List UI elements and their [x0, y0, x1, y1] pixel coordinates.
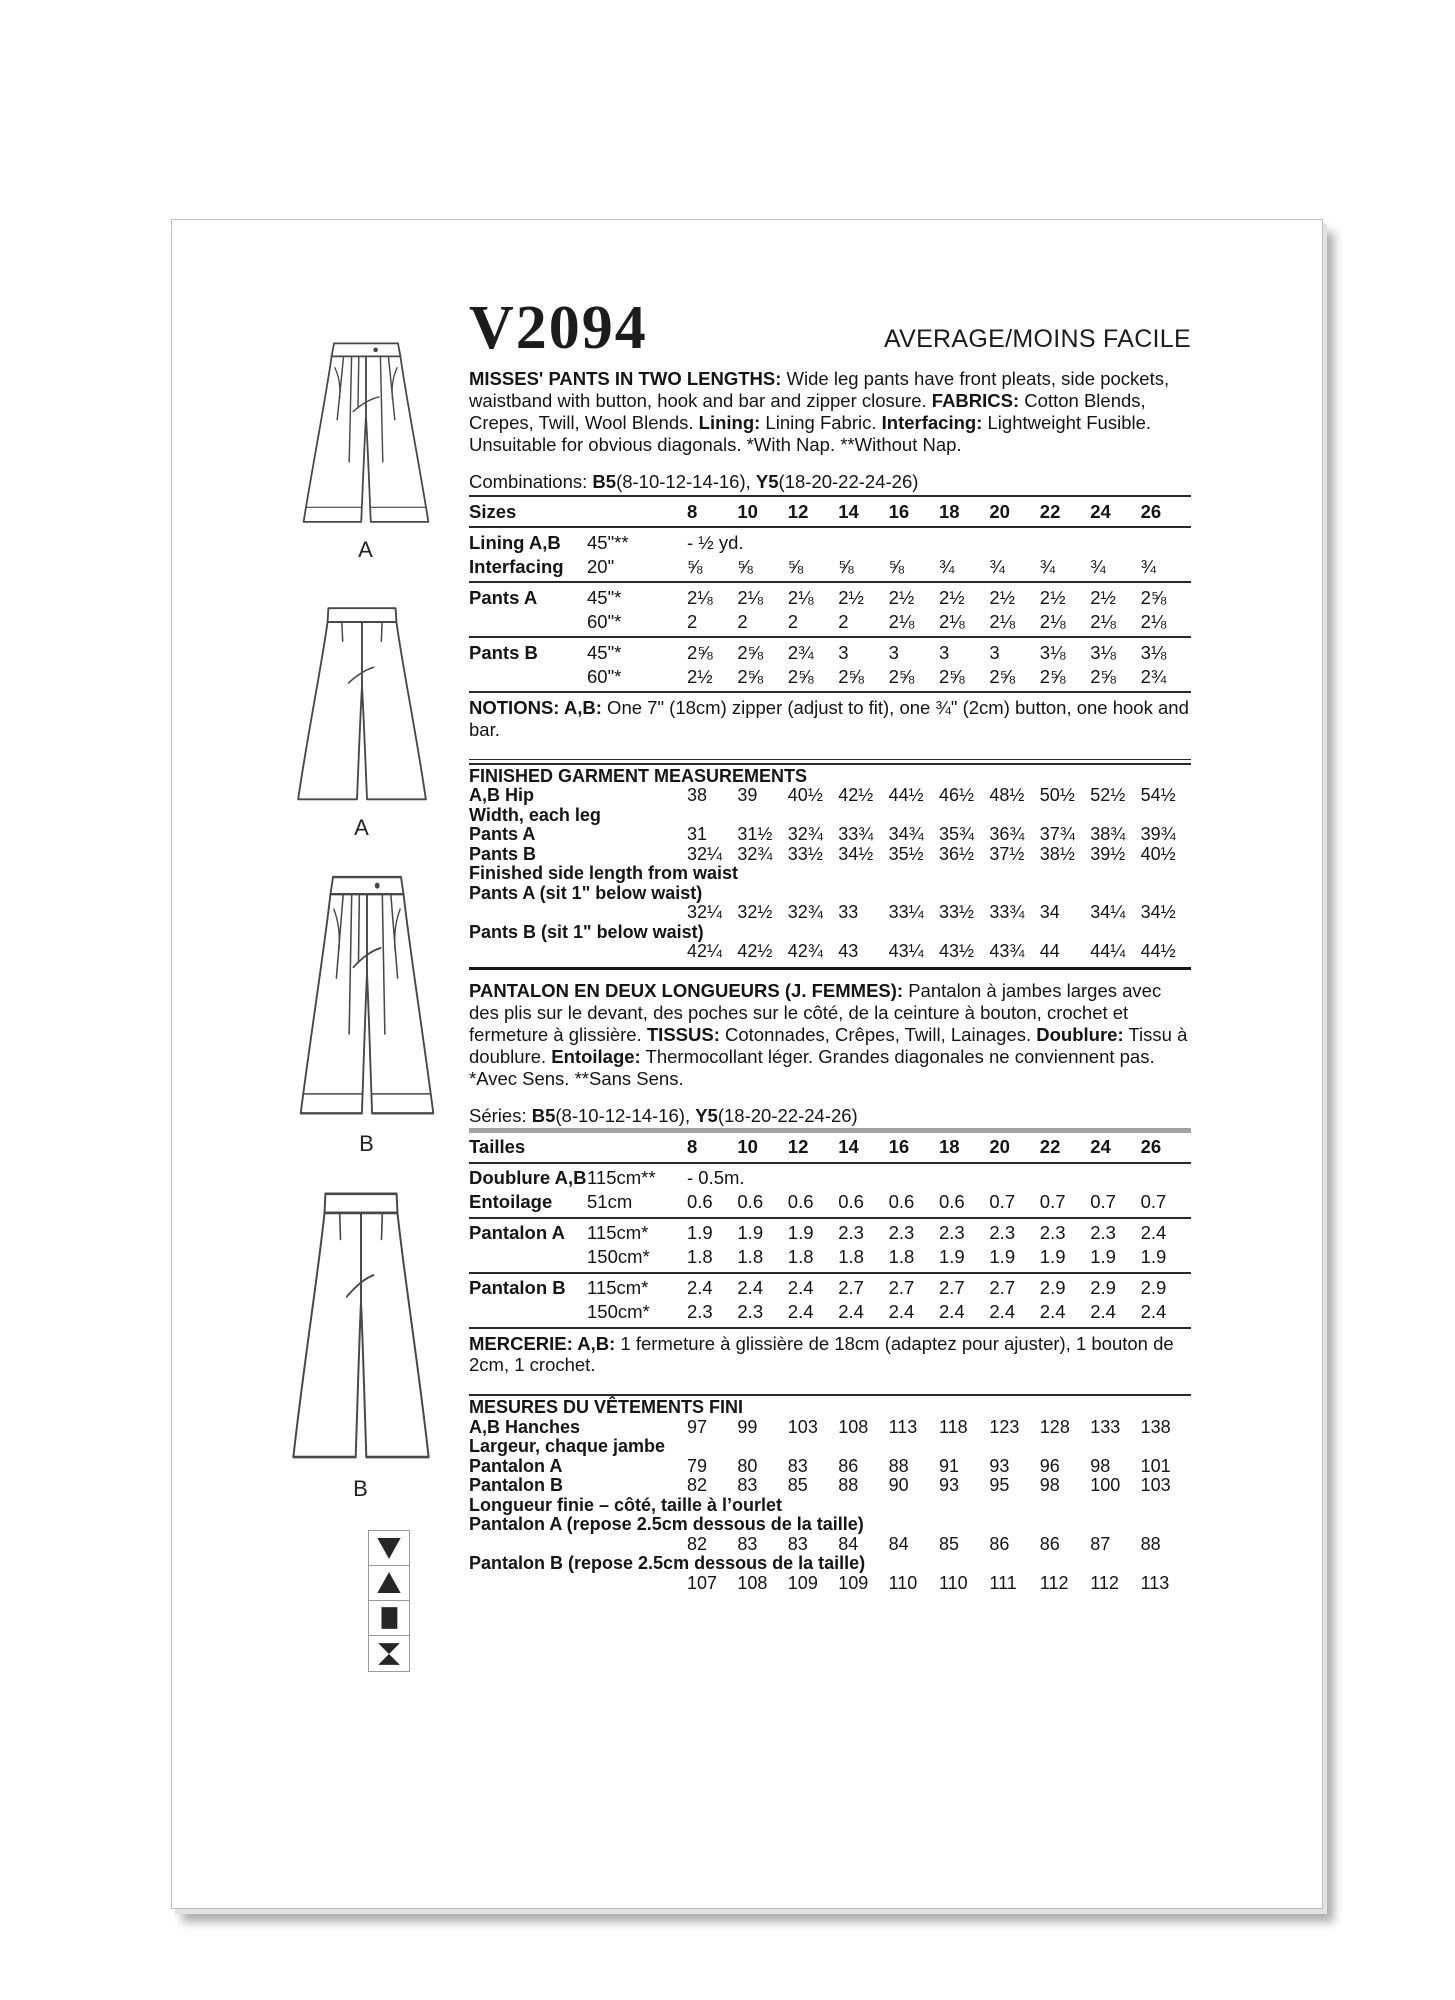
table-cell: 90	[888, 1475, 909, 1495]
table-cell: 42¼	[687, 941, 723, 961]
divider	[469, 1217, 1191, 1219]
table-cell: 2.4	[687, 1277, 713, 1298]
table-cell: 18	[939, 500, 960, 522]
table-cell: 37½	[989, 843, 1025, 864]
table-cell: 2⅛	[1140, 610, 1167, 632]
table-cell: 109	[838, 1572, 869, 1593]
table-cell: 26	[1140, 500, 1162, 522]
divider	[469, 495, 1191, 497]
cutting-layout-symbol-legend	[368, 1530, 410, 1672]
description-french: PANTALON EN DEUX LONGUEURS (J. FEMMES): Pantalon à jambes larges avec des plis sur le devant, des poches sur le côté, de la ceinture à bouton, crochet et fermeture à glissière. TISSUS: Cotonnades, Crêpes, Twill, Lainages. Doublure: Tissu à doublure. Entoilage: Thermocollant léger. Grandes diagonales ne conviennent pas. *Avec Sens. **Sans Sens.	[469, 979, 1188, 1089]
table-cell: 1.9	[1039, 1246, 1066, 1267]
table-cell: ¾	[939, 555, 955, 577]
hourglass-icon	[369, 1636, 409, 1671]
table-cell: 2⅝	[939, 665, 965, 687]
yardage-row-doublure: Doublure A,B 115cm** - 0.5m.	[469, 1167, 745, 1188]
table-cell: 32¾	[737, 843, 773, 864]
table-cell: 2¾	[1140, 665, 1167, 687]
table-cell: 2.7	[989, 1277, 1016, 1298]
table-cell: 3	[989, 641, 1000, 663]
pattern-envelope-back	[171, 219, 1323, 1909]
measurement-subheading: Pants A (sit 1" below waist)	[469, 882, 703, 903]
table-cell: 2.3	[838, 1222, 864, 1243]
table-cell: 2.4	[787, 1301, 814, 1322]
table-cell: 37¾	[1039, 824, 1075, 844]
table-cell: 52½	[1090, 785, 1126, 805]
table-cell: 43	[838, 941, 859, 961]
table-cell: 2.3	[939, 1222, 965, 1243]
divider	[469, 581, 1191, 583]
description-english: MISSES' PANTS IN TWO LENGTHS: Wide leg pants have front pleats, side pockets, waistband with button, hook and bar and zipper closure. FABRICS: Cotton Blends, Crepes, Twill, Wool Blends. Lining: Lining Fabric. Interfacing: Lightweight Fusible. Unsuitable for obvious diagonals. *With Nap. **Without Nap.	[469, 368, 1170, 455]
table-cell: 12	[787, 1136, 809, 1157]
measurement-subheading: Finished side length from waist	[469, 863, 739, 883]
table-cell: 33½	[939, 902, 975, 922]
yardage-row-pants-a-45: Pants A 45"* 2⅛ 2⅛ 2⅛ 2½ 2½ 2½ 2½ 2½ 2½ 2⅝	[469, 585, 1191, 609]
table-cell: 32½	[737, 902, 773, 922]
pants-b-front-illustration	[282, 862, 452, 1156]
table-cell: 2½	[989, 586, 1016, 608]
table-cell: 82	[687, 1533, 708, 1554]
table-cell: 87	[1090, 1533, 1111, 1554]
table-cell: 3	[888, 641, 899, 663]
table-cell: 2⅛	[687, 586, 713, 608]
table-cell: 33½	[787, 843, 823, 864]
table-cell: 0.6	[939, 1191, 965, 1212]
table-cell: 2.4	[1039, 1301, 1066, 1322]
table-cell: 101	[1140, 1455, 1171, 1476]
divider	[469, 691, 1191, 693]
table-cell: 1.8	[787, 1246, 814, 1267]
table-cell: 2⅝	[838, 665, 864, 687]
measurement-subheading: Width, each leg	[469, 804, 601, 825]
table-cell: 2.4	[1090, 1301, 1116, 1322]
measurement-subheading: Longueur finie – côté, taille à l’ourlet	[469, 1494, 783, 1515]
table-cell: 110	[888, 1572, 918, 1593]
table-cell: 2⅛	[888, 610, 915, 632]
table-cell: 2.7	[939, 1277, 965, 1298]
table-cell: 33	[838, 902, 859, 922]
table-cell: 32¾	[787, 902, 823, 922]
table-cell: 44¼	[1090, 941, 1126, 961]
table-cell: 83	[787, 1533, 808, 1554]
table-cell: 2⅝	[737, 641, 764, 663]
table-cell: 0.6	[737, 1191, 764, 1212]
divider	[469, 1128, 1191, 1133]
view-label-b-back: B	[353, 1476, 369, 1501]
table-cell: 40½	[787, 785, 823, 805]
table-cell: 0.6	[687, 1191, 713, 1212]
table-cell: 113	[888, 1416, 918, 1437]
table-cell: 2.4	[737, 1277, 764, 1298]
table-cell: 36½	[939, 843, 975, 864]
measurement-row-hanches: A,B Hanches 97 99 103 108 113 118 123 128 133 138	[469, 1418, 1191, 1438]
section-heading: FINISHED GARMENT MEASUREMENTS	[469, 765, 808, 786]
table-cell: 2⅛	[1039, 610, 1066, 632]
table-cell: 1.8	[888, 1246, 915, 1267]
table-cell: 1.8	[737, 1246, 764, 1267]
table-cell: 44½	[1140, 941, 1176, 961]
table-cell: 99	[737, 1416, 758, 1437]
pants-a-back-illustration	[278, 596, 446, 840]
table-cell: 2	[687, 610, 698, 632]
table-cell: 2.3	[1090, 1222, 1116, 1243]
table-cell: 8	[687, 500, 698, 522]
pattern-number: V2094	[469, 294, 648, 362]
measurement-subheading: Pants B (sit 1" below waist)	[469, 921, 704, 942]
table-cell: 80	[737, 1455, 758, 1476]
table-cell: 2⅝	[787, 665, 814, 687]
table-cell: 83	[737, 1475, 758, 1495]
table-cell: 2⅝	[1039, 665, 1066, 687]
table-cell: 2⅝	[989, 665, 1016, 687]
table-cell: ⅝	[787, 555, 804, 577]
table-cell: 14	[838, 500, 859, 522]
table-cell: 86	[838, 1455, 859, 1476]
table-cell: 1.9	[1140, 1246, 1167, 1267]
table-cell: 42¾	[787, 941, 823, 961]
table-cell: 0.7	[1090, 1191, 1116, 1212]
table-cell: 85	[787, 1475, 808, 1495]
table-cell: 82	[687, 1475, 708, 1495]
table-cell: ⅝	[838, 555, 854, 577]
measurement-row-pantalon-a-longueur	[469, 1535, 1191, 1555]
table-cell: 2.4	[1140, 1222, 1167, 1243]
table-cell: 2⅛	[737, 586, 764, 608]
table-cell: 1.9	[687, 1222, 713, 1243]
series-line: Séries: B5(8-10-12-14-16), Y5(18-20-22-24-26)	[469, 1104, 858, 1126]
table-cell: 2.4	[787, 1277, 814, 1298]
divider	[469, 1394, 1191, 1396]
table-cell: 31½	[737, 824, 773, 844]
table-cell: 2¾	[787, 641, 814, 663]
table-cell: 1.9	[989, 1246, 1016, 1267]
table-cell: 2½	[687, 665, 713, 687]
table-cell: 38¾	[1090, 824, 1126, 844]
table-cell: 26	[1140, 1136, 1162, 1157]
table-cell: 88	[838, 1475, 859, 1495]
difficulty-rating: AVERAGE/MOINS FACILE	[883, 325, 1191, 353]
table-cell: 112	[1039, 1572, 1069, 1593]
table-cell: 113	[1140, 1572, 1170, 1593]
table-cell: 34½	[838, 843, 874, 864]
table-cell: 108	[737, 1572, 768, 1593]
table-cell: 42½	[838, 785, 874, 805]
table-cell: 2.4	[888, 1301, 915, 1322]
notions-french: MERCERIE: A,B: 1 fermeture à glissière de 18cm (adaptez pour ajuster), 1 bouton de 2cm, 1 crochet.	[469, 1332, 1174, 1375]
table-cell: 42½	[737, 941, 773, 961]
table-cell: 108	[838, 1416, 869, 1437]
table-cell: 1.9	[787, 1222, 814, 1243]
table-cell: 38½	[1039, 843, 1075, 864]
table-cell: 3⅛	[1140, 641, 1167, 663]
table-cell: 24	[1090, 500, 1111, 522]
table-cell: 2⅛	[939, 610, 965, 632]
table-cell: 44	[1039, 941, 1060, 961]
table-cell: 2⅝	[1140, 586, 1167, 608]
table-cell: 2	[838, 610, 849, 632]
table-cell: 10	[737, 1136, 758, 1157]
table-cell: 133	[1090, 1416, 1121, 1437]
table-cell: 8	[687, 1136, 698, 1157]
table-cell: 2.3	[888, 1222, 915, 1243]
measurement-subheading: Pantalon B (repose 2.5cm dessous de la taille)	[469, 1553, 866, 1573]
table-cell: 43½	[939, 941, 975, 961]
table-cell: 111	[989, 1572, 1017, 1593]
table-cell: 1.8	[838, 1246, 864, 1267]
yardage-row-pants-b-45: Pants B 45"* 2⅝ 2⅝ 2¾ 3 3 3 3 3⅛ 3⅛ 3⅛	[469, 640, 1191, 664]
table-cell: 2.4	[1140, 1301, 1167, 1322]
table-cell: 2.7	[838, 1277, 864, 1298]
yardage-row-pants-a-60: 60"* 2 2 2 2 2⅛ 2⅛ 2⅛ 2⅛ 2⅛ 2⅛	[469, 609, 1191, 633]
measurement-row-pants-a-width: Pants A 31 31½ 32¾ 33¾ 34¾ 35¾ 36¾ 37¾ 38¾ 39¾	[469, 825, 1191, 845]
pants-b-back-illustration	[272, 1177, 450, 1501]
table-cell: 0.6	[787, 1191, 814, 1212]
table-cell: 39	[737, 785, 758, 805]
table-cell: ¾	[989, 555, 1005, 577]
table-cell: 16	[888, 1136, 910, 1157]
table-cell: 43¾	[989, 941, 1025, 961]
table-cell: 3	[838, 641, 849, 663]
table-cell: 109	[787, 1572, 818, 1593]
table-cell: 40½	[1140, 843, 1176, 864]
table-cell: 43¼	[888, 941, 924, 961]
table-cell: 2.9	[1039, 1277, 1066, 1298]
table-cell: 38	[687, 785, 708, 805]
table-cell: 34	[1039, 902, 1060, 922]
table-cell: 2.9	[1090, 1277, 1116, 1298]
table-cell: 3⅛	[1039, 641, 1066, 663]
table-cell: 2	[787, 610, 799, 632]
table-cell: 10	[737, 500, 758, 522]
yardage-row-pants-b-60: 60"* 2½ 2⅝ 2⅝ 2⅝ 2⅝ 2⅝ 2⅝ 2⅝ 2⅝ 2¾	[469, 664, 1191, 688]
table-cell: 98	[1039, 1475, 1060, 1495]
table-cell: 84	[838, 1533, 859, 1554]
table-cell: 2½	[939, 586, 965, 608]
view-label-a-front: A	[358, 537, 374, 562]
measurement-subheading: Pantalon A (repose 2.5cm dessous de la taille)	[469, 1514, 864, 1534]
triangle-down-icon	[369, 1531, 409, 1566]
table-cell: 1.8	[687, 1246, 713, 1267]
table-cell: 33¼	[888, 902, 924, 922]
table-cell: 12	[787, 500, 809, 522]
instruction-text-column	[469, 294, 1191, 1593]
yardage-row-interfacing: Interfacing 20" ⅝ ⅝ ⅝ ⅝ ⅝ ¾ ¾ ¾ ¾ ¾	[469, 554, 1191, 578]
yardage-row-pantalon-b-150: 150cm* 2.3 2.3 2.4 2.4 2.4 2.4 2.4 2.4 2.4 2.4	[469, 1300, 1191, 1324]
table-cell: 2⅛	[989, 610, 1016, 632]
table-cell: 2⅝	[687, 641, 713, 663]
measurement-row-pants-b-width: Pants B 32¼ 32¾ 33½ 34½ 35½ 36½ 37½ 38½ 39½ 40½	[469, 845, 1191, 865]
table-cell: 2.4	[939, 1301, 965, 1322]
table-cell: ¾	[1090, 555, 1106, 577]
table-cell: 2.3	[737, 1301, 764, 1322]
table-cell: 34¾	[888, 824, 924, 844]
table-cell: 0.7	[1140, 1191, 1167, 1212]
table-cell: 31	[687, 824, 708, 844]
finished-measurements-english	[469, 767, 1191, 962]
table-cell: 88	[1140, 1533, 1161, 1554]
illustration-column	[172, 220, 472, 1908]
measurement-row-pants-a-length	[469, 903, 1191, 923]
divider	[469, 636, 1191, 638]
table-cell: 32¼	[687, 843, 723, 864]
table-cell: 123	[989, 1416, 1020, 1437]
divider	[469, 1162, 1191, 1164]
table-cell: 103	[787, 1416, 818, 1437]
table-cell: 2½	[1039, 586, 1066, 608]
table-cell: 22	[1039, 1136, 1061, 1157]
table-cell: 44½	[888, 785, 924, 805]
table-cell: 107	[687, 1572, 718, 1593]
measurement-row-pants-b-length	[469, 942, 1191, 962]
table-cell: 0.7	[989, 1191, 1016, 1212]
table-cell: 86	[989, 1533, 1010, 1554]
table-cell: 2½	[838, 586, 864, 608]
table-cell: 36¾	[989, 824, 1025, 844]
table-cell: 97	[687, 1416, 708, 1437]
table-cell: 100	[1090, 1475, 1121, 1495]
table-cell: 2.9	[1140, 1277, 1167, 1298]
table-cell: ⅝	[888, 555, 905, 577]
measurement-row-pantalon-b-longueur	[469, 1574, 1191, 1594]
yardage-row-entoilage: Entoilage 51cm 0.6 0.6 0.6 0.6 0.6 0.6 0.7 0.7 0.7 0.7	[469, 1190, 1191, 1214]
header	[469, 294, 1191, 362]
table-cell: 34¼	[1090, 902, 1126, 922]
table-cell: 83	[737, 1533, 758, 1554]
table-cell: 35½	[888, 843, 924, 864]
table-cell: 2.4	[838, 1301, 864, 1322]
table-cell: 50½	[1039, 785, 1075, 805]
yardage-row-lining: Lining A,B 45"** - ½ yd.	[469, 531, 744, 553]
divider	[469, 1327, 1191, 1329]
divider	[469, 1272, 1191, 1274]
table-cell: 48½	[989, 785, 1025, 805]
tailles-header-row: Tailles 8 10 12 14 16 18 20 22 24 26	[469, 1135, 1191, 1159]
table-cell: 91	[939, 1455, 960, 1476]
table-cell: 14	[838, 1136, 859, 1157]
table-cell: ¾	[1039, 555, 1056, 577]
table-cell: 33¾	[989, 902, 1025, 922]
table-cell: 2⅛	[787, 586, 814, 608]
measurement-row-pantalon-b-largeur: Pantalon B 82 83 85 88 90 93 95 98 100 103	[469, 1476, 1191, 1496]
sizes-header-row: Sizes 8 10 12 14 16 18 20 22 24 26	[469, 499, 1191, 523]
table-cell: 3	[939, 641, 950, 663]
table-cell: 2½	[888, 586, 915, 608]
table-cell: 32¾	[787, 824, 823, 844]
table-cell: 2.7	[888, 1277, 915, 1298]
yardage-row-pantalon-a-115: Pantalon A 115cm* 1.9 1.9 1.9 2.3 2.3 2.3 2.3 2.3 2.3 2.4	[469, 1221, 1191, 1245]
table-cell: 20	[989, 500, 1010, 522]
table-cell: 86	[1039, 1533, 1060, 1554]
table-cell: 2⅝	[737, 665, 764, 687]
table-cell: 138	[1140, 1416, 1171, 1437]
table-cell: 96	[1039, 1455, 1060, 1476]
table-cell: 110	[939, 1572, 968, 1593]
table-cell: ¾	[1140, 555, 1157, 577]
divider	[469, 759, 1191, 765]
measurement-subheading: Largeur, chaque jambe	[469, 1436, 666, 1456]
table-cell: 34½	[1140, 902, 1176, 922]
table-cell: 0.7	[1039, 1191, 1066, 1212]
table-cell: 112	[1090, 1572, 1119, 1593]
table-cell: 2⅛	[1090, 610, 1116, 632]
yardage-row-pantalon-a-150: 150cm* 1.8 1.8 1.8 1.8 1.8 1.9 1.9 1.9 1.9 1.9	[469, 1245, 1191, 1269]
measurement-row-pantalon-a-largeur: Pantalon A 79 80 83 86 88 91 93 96 98 101	[469, 1457, 1191, 1477]
table-cell: 39¾	[1140, 824, 1176, 844]
table-cell: 22	[1039, 500, 1061, 522]
table-cell: 2.4	[989, 1301, 1016, 1322]
view-label-a-back: A	[354, 815, 370, 840]
table-cell: 2.3	[687, 1301, 713, 1322]
table-cell: 88	[888, 1455, 909, 1476]
table-cell: 16	[888, 500, 910, 522]
table-cell: 39½	[1090, 843, 1126, 864]
table-cell: 46½	[939, 785, 975, 805]
table-cell: 1.9	[737, 1222, 764, 1243]
triangle-up-icon	[369, 1566, 409, 1601]
table-cell: 98	[1090, 1455, 1111, 1476]
table-cell: 103	[1140, 1475, 1171, 1495]
table-cell: 2⅝	[1090, 665, 1116, 687]
table-cell: 118	[939, 1416, 968, 1437]
divider	[469, 526, 1191, 528]
table-cell: 85	[939, 1533, 960, 1554]
table-cell: 18	[939, 1136, 960, 1157]
table-cell: 2½	[1090, 586, 1116, 608]
table-cell: ⅝	[687, 555, 703, 577]
table-cell: 128	[1039, 1416, 1070, 1437]
table-cell: 1.9	[1090, 1246, 1116, 1267]
table-cell: 79	[687, 1455, 708, 1476]
pants-a-front-illustration	[286, 332, 446, 562]
view-label-b-front: B	[359, 1131, 375, 1156]
table-cell: 0.6	[838, 1191, 864, 1212]
finished-measurements-french	[469, 1398, 1191, 1593]
table-cell: 95	[989, 1475, 1010, 1495]
notions-english: NOTIONS: A,B: One 7" (18cm) zipper (adjust to fit), one ¾" (2cm) button, one hook and bar.	[469, 697, 1189, 740]
table-cell: 32¼	[687, 902, 723, 922]
table-cell: 35¾	[939, 824, 975, 844]
combinations-line: Combinations: B5(8-10-12-14-16), Y5(18-20-22-24-26)	[469, 471, 919, 492]
table-cell: ⅝	[737, 555, 753, 577]
table-cell: 2⅝	[888, 665, 915, 687]
table-cell: 93	[989, 1455, 1010, 1476]
table-cell: 2.3	[1039, 1222, 1066, 1243]
table-cell: 2.3	[989, 1222, 1016, 1243]
table-cell: 3⅛	[1090, 641, 1116, 663]
yardage-row-pantalon-b-115: Pantalon B 115cm* 2.4 2.4 2.4 2.7 2.7 2.7 2.7 2.9 2.9 2.9	[469, 1276, 1191, 1300]
table-cell: 84	[888, 1533, 909, 1554]
table-cell: 93	[939, 1475, 960, 1495]
measurement-row-hip: A,B Hip 38 39 40½ 42½ 44½ 46½ 48½ 50½ 52½ 54½	[469, 786, 1191, 806]
table-cell: 2	[737, 610, 748, 632]
table-cell: 54½	[1140, 785, 1176, 805]
table-cell: 20	[989, 1136, 1010, 1157]
table-cell: 0.6	[888, 1191, 915, 1212]
section-heading: MESURES DU VÊTEMENTS FINI	[469, 1397, 744, 1417]
table-cell: 33¾	[838, 824, 874, 844]
table-cell: 83	[787, 1455, 808, 1476]
table-cell: 24	[1090, 1136, 1111, 1157]
table-cell: 1.9	[939, 1246, 965, 1267]
square-icon	[369, 1601, 409, 1636]
divider	[469, 967, 1191, 970]
